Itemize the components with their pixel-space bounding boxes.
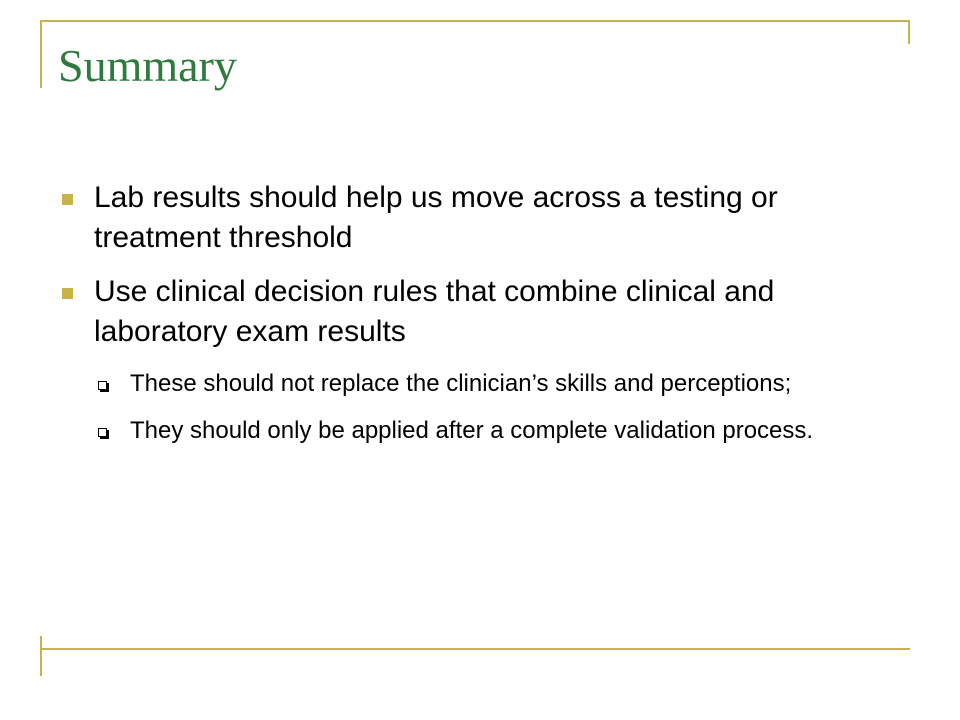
left-border-line <box>40 20 42 88</box>
sub-bullet-item <box>96 366 862 401</box>
bullet-item <box>62 178 862 258</box>
bullet-text: Lab results should help us move across a testing or treatment threshold <box>94 181 778 254</box>
bottom-left-border-line <box>40 636 42 676</box>
hollow-square-bullet-icon <box>98 428 107 437</box>
bullet-list <box>62 178 862 448</box>
top-border-line <box>40 20 910 22</box>
sub-bullet-list <box>96 366 862 448</box>
hollow-square-bullet-icon <box>98 381 107 390</box>
filled-square-bullet-icon <box>62 288 73 299</box>
right-border-line <box>908 20 910 44</box>
bullet-text: Use clinical decision rules that combine clinical and laboratory exam results <box>94 275 775 348</box>
bullet-item <box>62 272 862 448</box>
bottom-border-line <box>40 648 910 650</box>
slide-title: Summary <box>58 40 237 91</box>
sub-bullet-item <box>96 413 862 448</box>
filled-square-bullet-icon <box>62 194 73 205</box>
sub-bullet-text: These should not replace the clinician’s skills and perceptions; <box>130 370 792 397</box>
sub-bullet-text: They should only be applied after a complete validation process. <box>130 417 814 444</box>
